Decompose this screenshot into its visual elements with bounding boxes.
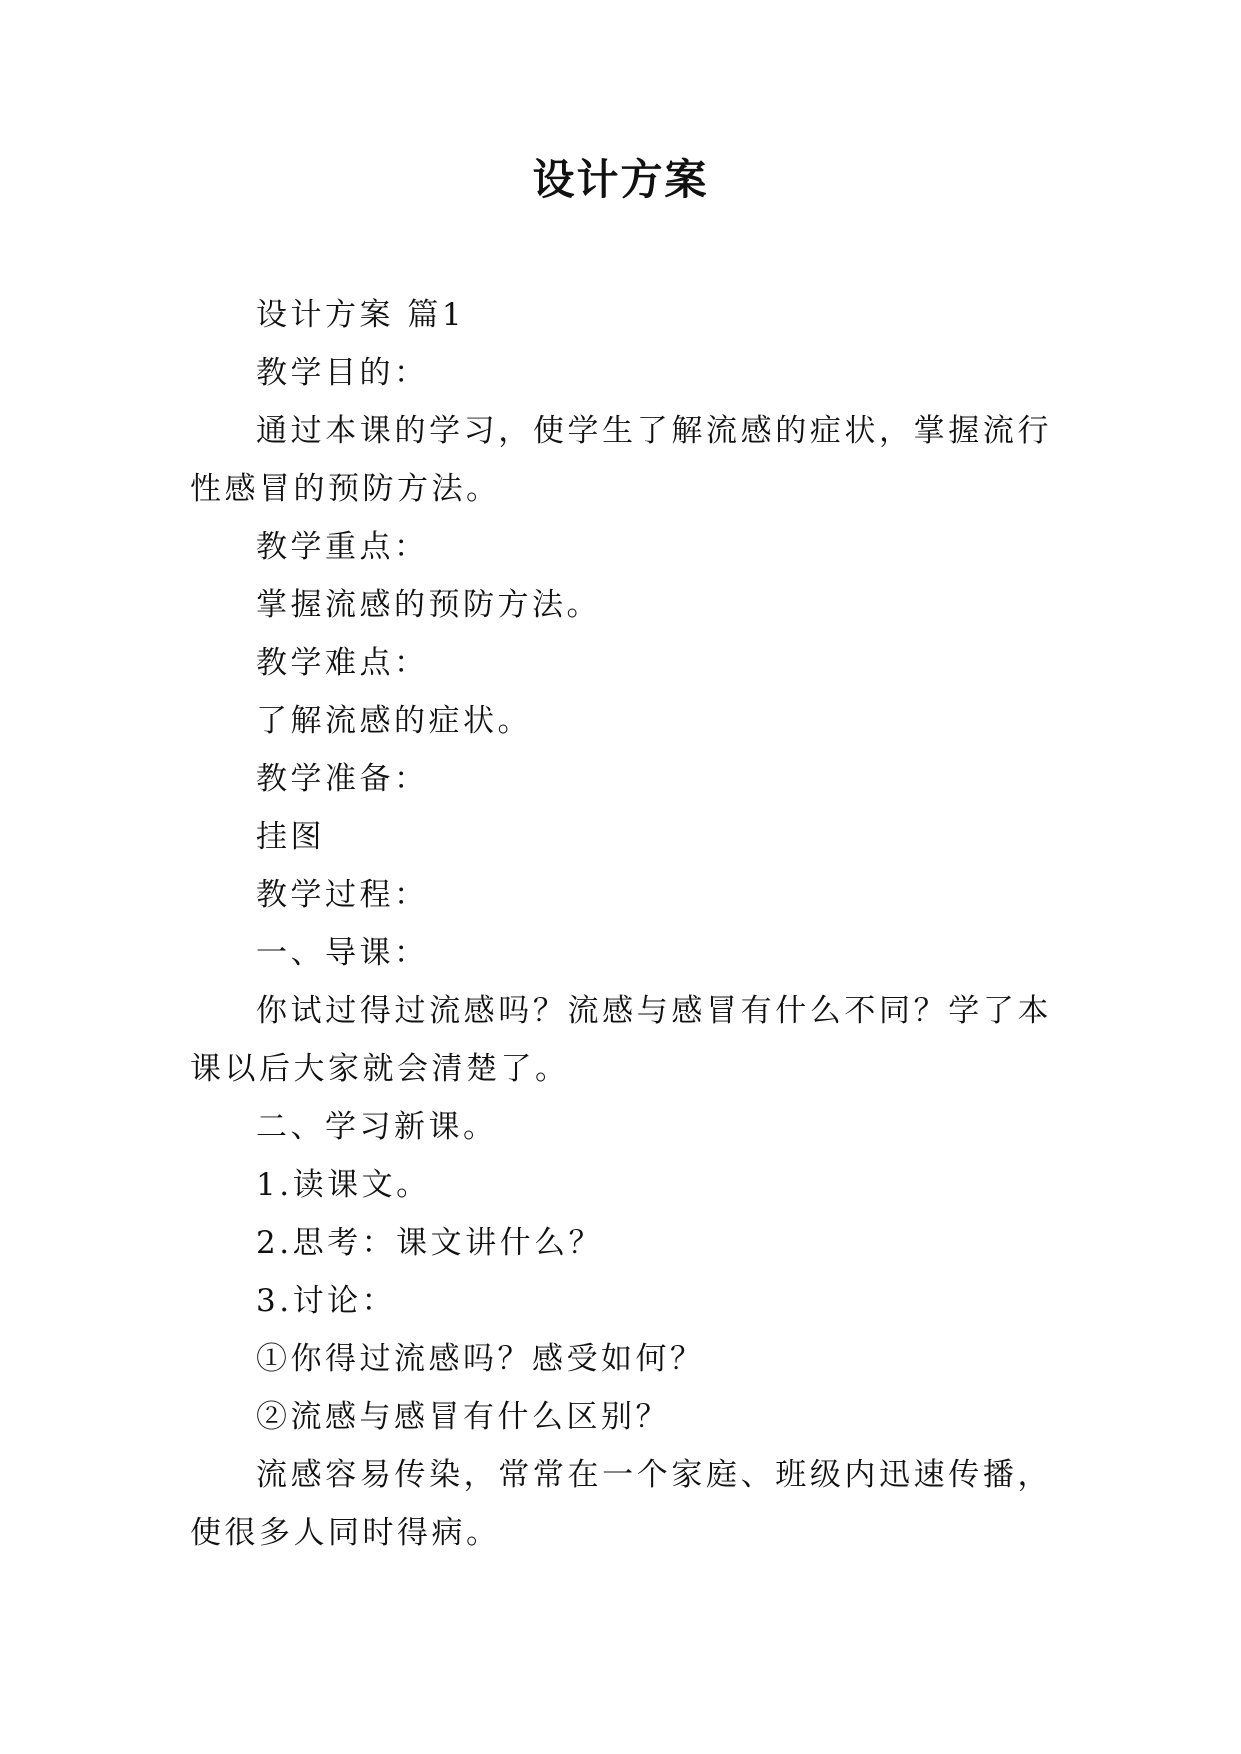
paragraph: 教学准备：: [256, 761, 429, 797]
section-heading: 设计方案 篇1: [256, 297, 466, 333]
paragraph: 你试过得过流感吗？流感与感冒有什么不同？学了本课以后大家就会清楚了。: [190, 993, 1052, 1087]
paragraph: ①你得过流感吗？感受如何？: [256, 1341, 705, 1377]
paragraph: 一、导课：: [256, 935, 429, 971]
paragraph: 通过本课的学习，使学生了解流感的症状，掌握流行性感冒的预防方法。: [190, 413, 1052, 507]
paragraph: 教学重点：: [256, 529, 429, 565]
paragraph: 3.讨论：: [256, 1283, 397, 1319]
paragraph: 流感容易传染，常常在一个家庭、班级内迅速传播，使很多人同时得病。: [190, 1457, 1052, 1551]
paragraph: 掌握流感的预防方法。: [256, 587, 601, 623]
document-title: 设计方案: [532, 155, 709, 204]
paragraph: 2.思考：课文讲什么？: [256, 1225, 604, 1261]
paragraph: 1.读课文。: [256, 1167, 431, 1203]
paragraph: 二、学习新课。: [256, 1109, 498, 1145]
paragraph: ②流感与感冒有什么区别？: [256, 1399, 670, 1435]
paragraph: 教学目的：: [256, 355, 429, 391]
document-body: [190, 286, 1052, 1562]
paragraph: 挂图: [256, 819, 325, 855]
paragraph: 了解流感的症状。: [256, 703, 532, 739]
paragraph: 教学难点：: [256, 645, 429, 681]
paragraph: 教学过程：: [256, 877, 429, 913]
